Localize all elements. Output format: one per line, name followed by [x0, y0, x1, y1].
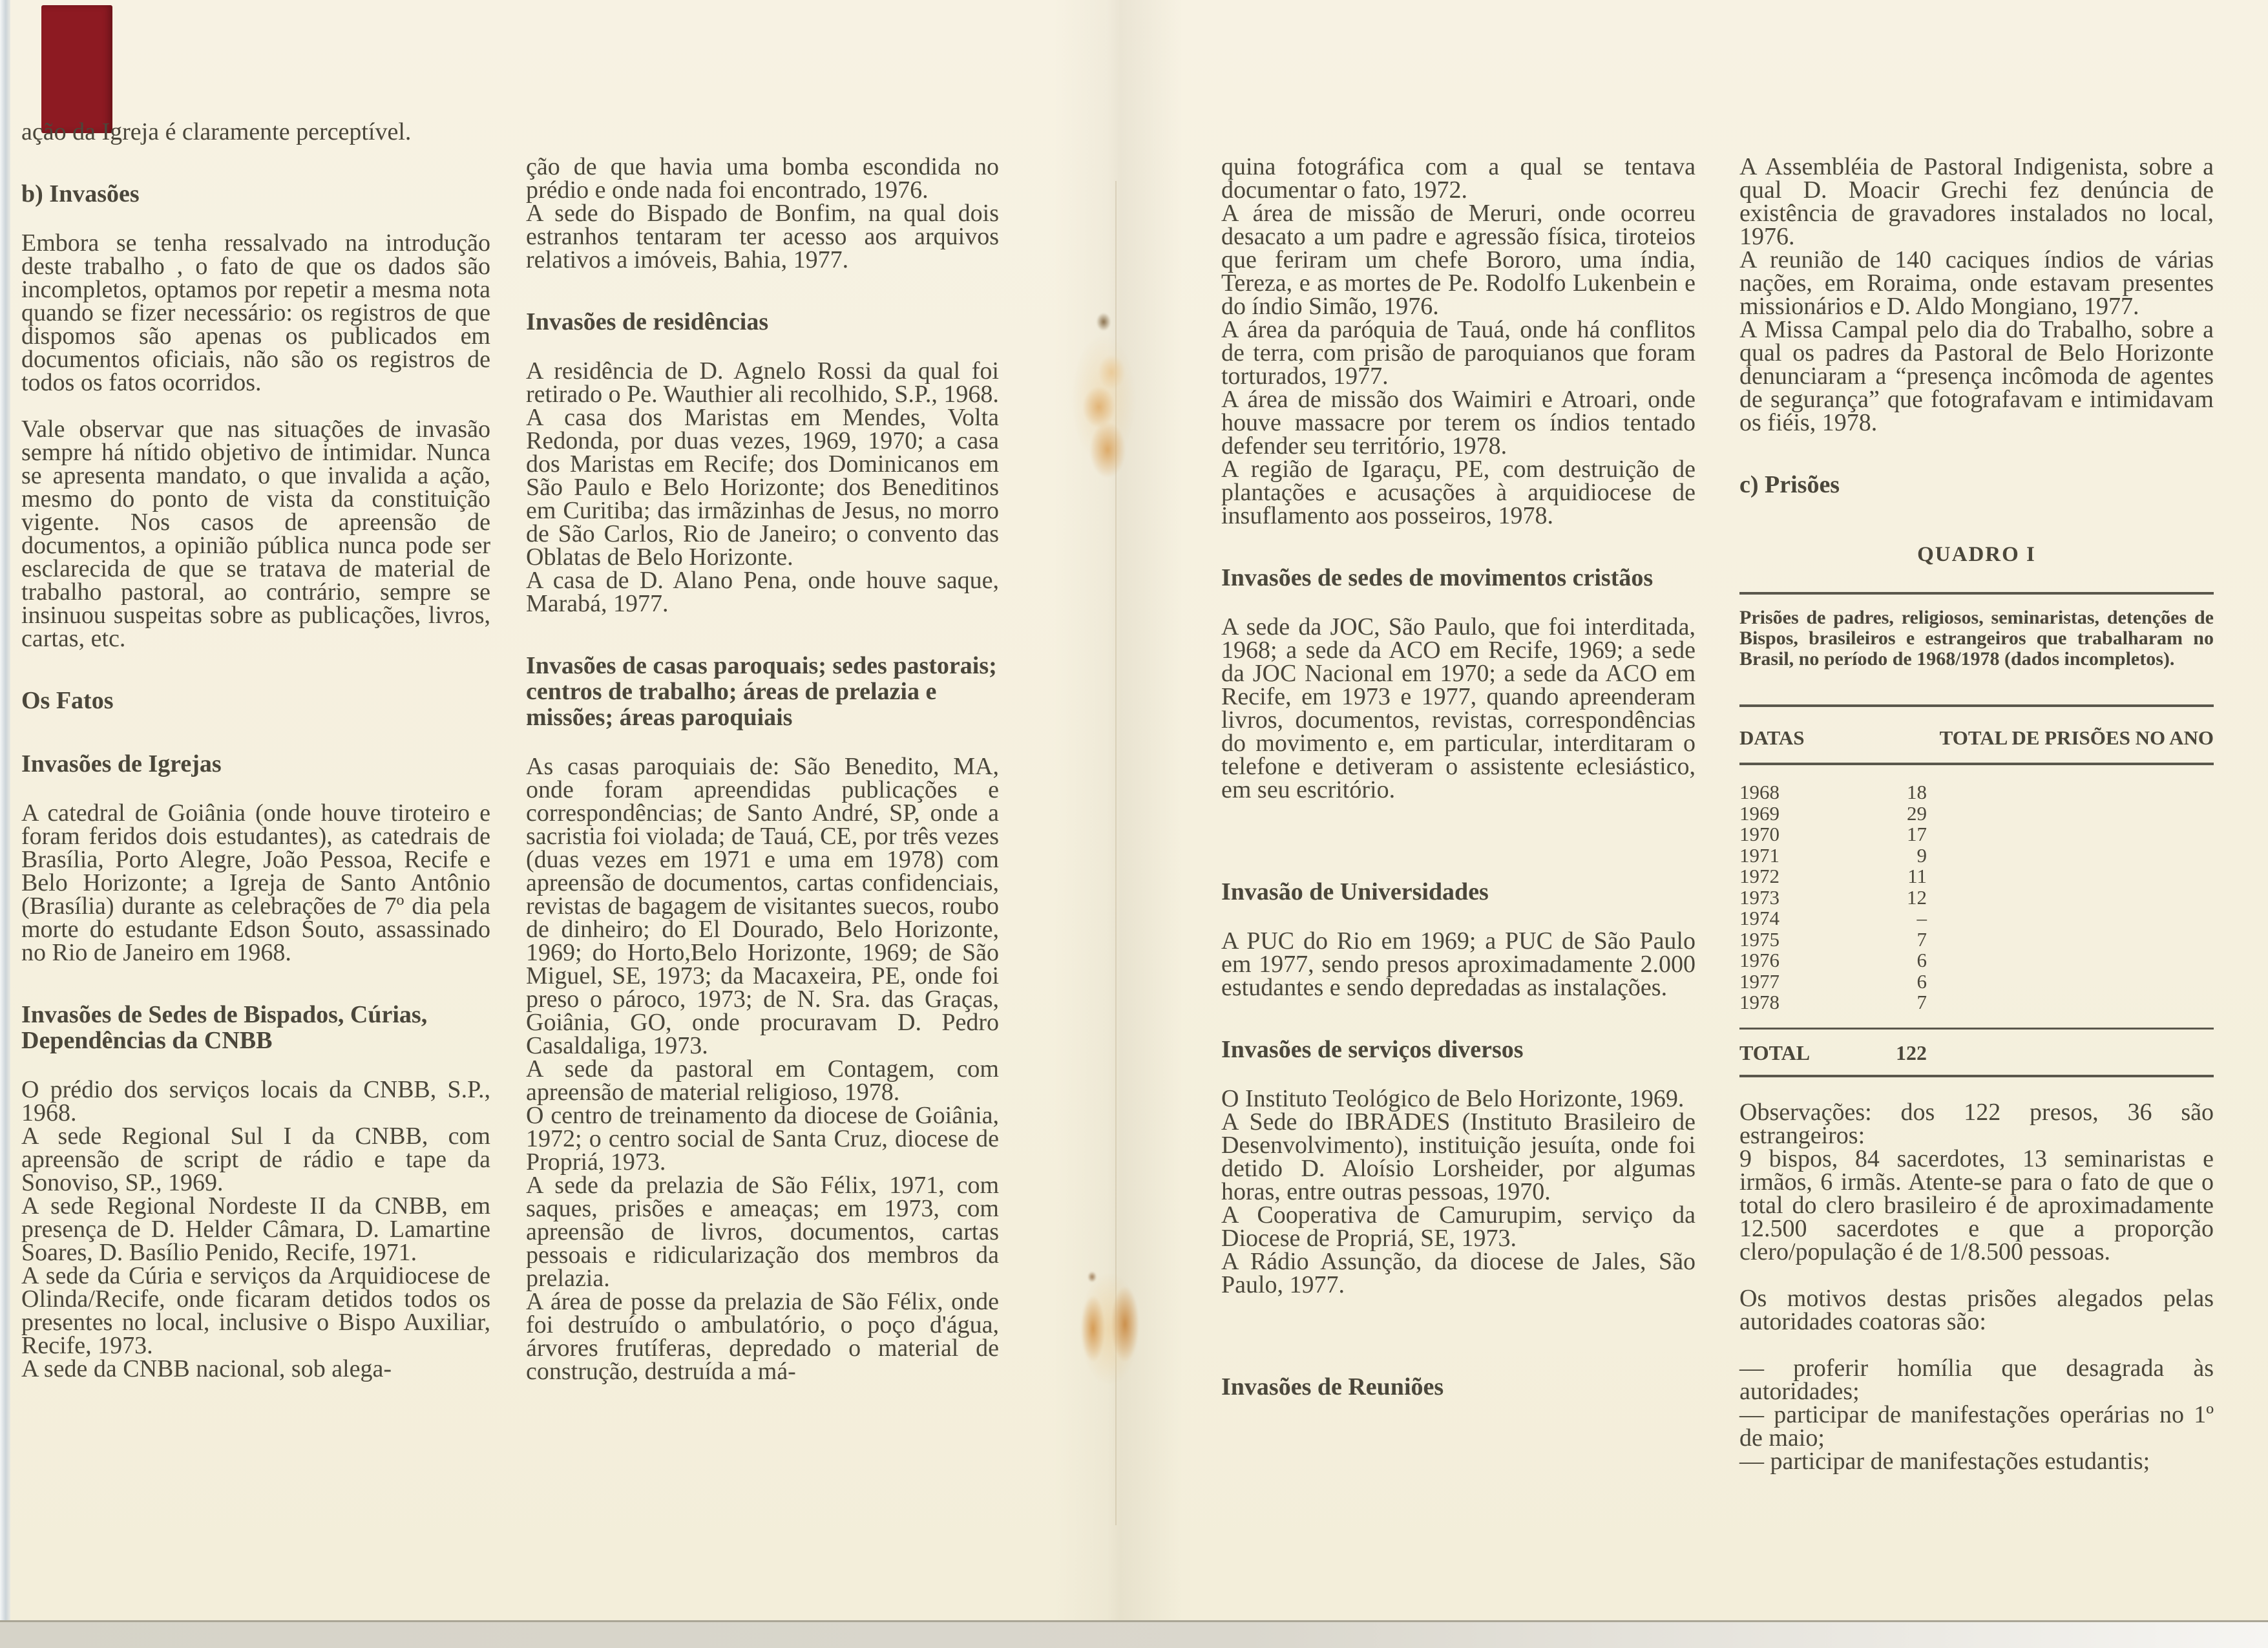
- paragraph: quina fotográfica com a qual se tentava documentar o fato, 1972.: [1221, 153, 1696, 204]
- table-row: [1739, 782, 2214, 803]
- paragraph: A região de Igaraçu, PE, com destruição de plantações e acusações à arquidiocese de insuflamento aos posseiros, 1978.: [1221, 456, 1696, 529]
- table-header-datas: DATAS: [1739, 726, 1805, 749]
- paragraph: Embora se tenha ressalvado na introdução deste trabalho , o fato de que os dados são incompletos, optamos por repetir a mesma nota quando se fizer necessário: os registros de que dispomos são apenas os publicados em documentos oficiais, não são os registros de todos os fatos ocorridos.: [21, 229, 490, 396]
- table-row: [1739, 908, 2214, 929]
- table-cell-value: 11: [1907, 865, 1927, 887]
- stain-artifact-bottom: [1066, 1252, 1153, 1405]
- table-caption: Prisões de padres, religiosos, seminaristas, detenções de Bispos, brasileiros e estrangeiros que trabalharam no Brasil, no período de 1968/1978 (dados incompletos).: [1739, 607, 2214, 670]
- text-column-2: [526, 155, 999, 1383]
- paragraph: A área de missão dos Waimiri e Atroari, onde houve massacre por terem os índios tentado defender seu território, 1978.: [1221, 386, 1696, 460]
- table-cell-value: 7: [1916, 927, 1927, 951]
- table-cell-year: 1970: [1739, 823, 1780, 845]
- paragraph: — participar de manifestações operárias no 1º de maio;: [1739, 1400, 2214, 1452]
- paragraph: A PUC do Rio em 1969; a PUC de São Paulo em 1977, sendo presos aproximadamente 2.000 estudantes e sendo depredadas as instalações.: [1221, 927, 1696, 1001]
- paragraph: A sede Regional Sul I da CNBB, com apreensão de script de rádio e tape da Sonoviso, SP., 1969.: [21, 1123, 490, 1196]
- paragraph: A área de missão de Meruri, onde ocorreu desacato a um padre e agressão física, tiroteios que feriram um chefe Bororo, uma índia, Tereza, e as mortes de Pe. Rodolfo Lukenbein e do índio Simão, 1976.: [1221, 200, 1696, 320]
- table-row: [1739, 803, 2214, 825]
- paragraph: Observações: dos 122 presos, 36 são estrangeiros:: [1739, 1098, 2214, 1149]
- paragraph: A Rádio Assunção, da diocese de Jales, São Paulo, 1977.: [1221, 1248, 1696, 1298]
- red-mark-artifact: [41, 5, 112, 133]
- stain-artifact-top: [1064, 302, 1144, 496]
- table-cell-year: 1977: [1739, 969, 1780, 993]
- paragraph: — proferir homília que desagrada às autoridades;: [1739, 1354, 2214, 1405]
- section-heading: Invasões de residências: [526, 308, 769, 335]
- page-left-edge: [0, 0, 10, 1648]
- text-column-4: [1739, 155, 2214, 1473]
- table-row: [1739, 866, 2214, 887]
- paragraph: A casa de D. Alano Pena, onde houve saque, Marabá, 1977.: [526, 567, 999, 617]
- paragraph: A sede da JOC, São Paulo, que foi interditada, 1968; a sede da ACO em Recife, 1969; a sede da JOC Nacional em 1970; a sede da ACO em Recife, em 1973 e 1977, quando apreenderam livros, documentos, revistas, correspondências do movimento e, em particular, interditaram o telefone e detiveram o assistente eclesiástico, em seu escritório.: [1221, 613, 1696, 803]
- text-column-3: [1221, 155, 1696, 1424]
- table-row: [1739, 824, 2214, 845]
- text-column-1: [21, 120, 490, 1380]
- section-heading: c) Prisões: [1739, 471, 1840, 498]
- table-quadro-i: [1739, 543, 2214, 1077]
- table-cell-year: 1969: [1739, 801, 1780, 825]
- table-total-label: TOTAL: [1739, 1041, 1811, 1064]
- table-cell-year: 1978: [1739, 991, 1780, 1013]
- section-heading: Invasões de Reuniões: [1221, 1373, 1444, 1400]
- paragraph: ação da Igreja é claramente perceptível.: [21, 118, 412, 145]
- table-title: QUADRO I: [1917, 543, 2036, 566]
- table-cell-value: 7: [1916, 991, 1927, 1013]
- paragraph: A Cooperativa de Camurupim, serviço da Diocese de Propriá, SE, 1973.: [1221, 1201, 1696, 1252]
- section-heading: Invasão de Universidades: [1221, 878, 1489, 905]
- paragraph: ção de que havia uma bomba escondida no prédio e onde nada foi encontrado, 1976.: [526, 153, 999, 204]
- table-cell-year: 1975: [1739, 927, 1780, 951]
- paragraph: A Assembléia de Pastoral Indigenista, sobre a qual D. Moacir Grechi fez denúncia de existência de gravadores instalados no local, 1976.: [1739, 153, 2214, 250]
- paragraph: O centro de treinamento da diocese de Goiânia, 1972; o centro social de Santa Cruz, diocese de Propriá, 1973.: [526, 1102, 999, 1176]
- table-cell-year: 1971: [1739, 843, 1780, 867]
- paragraph: A sede do Bispado de Bonfim, na qual dois estranhos tentaram ter acesso aos arquivos relativos a imóveis, Bahia, 1977.: [526, 200, 999, 273]
- paragraph: 9 bispos, 84 sacerdotes, 13 seminaristas e irmãos, 6 irmãs. Atente-se para o fato de que o total do clero brasileiro é de aproximadamente 12.500 sacerdotes e que a proporção clero/população é de 1/8.500 pessoas.: [1739, 1145, 2214, 1265]
- table-cell-year: 1974: [1739, 907, 1780, 929]
- table-cell-value: 18: [1907, 781, 1927, 803]
- table-cell-value: 12: [1907, 885, 1927, 909]
- table-row: [1739, 971, 2214, 993]
- table-cell-year: 1972: [1739, 865, 1780, 887]
- paragraph: A Missa Campal pelo dia do Trabalho, sobre a qual os padres da Pastoral de Belo Horizonte denunciaram a “presença incômoda de agentes de segurança” que fotografavam e intimidavam os fiéis, 1978.: [1739, 316, 2214, 436]
- paragraph: A sede da pastoral em Contagem, com apreensão de material religioso, 1978.: [526, 1055, 999, 1106]
- table-row: [1739, 887, 2214, 909]
- table-row: [1739, 929, 2214, 951]
- paragraph: Os motivos destas prisões alegados pelas autoridades coatoras são:: [1739, 1284, 2214, 1335]
- table-cell-value: 29: [1907, 801, 1927, 825]
- paragraph: A área da paróquia de Tauá, onde há conflitos de terra, com prisão de paroquianos que foram torturados, 1977.: [1221, 316, 1696, 390]
- section-heading: Os Fatos: [21, 687, 114, 714]
- paragraph: As casas paroquiais de: São Benedito, MA, onde foram apreendidas publicações e correspondências; de Santo André, SP, onde a sacristia foi violada; de Tauá, CE, por três vezes (duas vezes em 1971 e uma em 1978) com apreensão de documentos, cartas confidenciais, revistas de bagagem de visitantes suecos, roubo de dinheiro; do El Dourado, Belo Horizonte, 1969; do Horto,Belo Horizonte, 1969; de São Miguel, SE, 1973; da Macaxeira, PE, onde foi preso o pároco, 1973; de N. Sra. das Graças, Goiânia, GO, onde procuravam D. Pedro Casaldaliga, 1973.: [526, 753, 999, 1059]
- table-cell-value: –: [1916, 907, 1927, 929]
- paragraph: A casa dos Maristas em Mendes, Volta Redonda, por duas vezes, 1969, 1970; a casa dos Maristas em Recife; dos Dominicanos em São Paulo e Belo Horizonte; dos Beneditinos em Curitiba; das irmãzinhas de Jesus, no morro de São Carlos, Rio de Janeiro; o convento das Oblatas de Belo Horizonte.: [526, 404, 999, 571]
- section-heading: Invasões de serviços diversos: [1221, 1036, 1524, 1063]
- paragraph: A sede Regional Nordeste II da CNBB, em presença de D. Helder Câmara, D. Lamartine Soares, D. Basílio Penido, Recife, 1971.: [21, 1192, 490, 1266]
- page-bottom-edge: [0, 1620, 2268, 1648]
- paragraph: A sede da Cúria e serviços da Arquidiocese de Olinda/Recife, onde ficaram detidos todos os presentes no local, inclusive o Bispo Auxiliar, Recife, 1973.: [21, 1262, 490, 1359]
- paragraph: A sede da prelazia de São Félix, 1971, com saques, prisões e ameaças; em 1973, com apreensão de livros, documentos, cartas pessoais e ridicularização dos membros da prelazia.: [526, 1172, 999, 1292]
- section-heading: Invasões de Sedes de Bispados, Cúrias, Dependências da CNBB: [21, 1001, 428, 1054]
- table-total-row: [1739, 1030, 2214, 1075]
- table-cell-value: 6: [1916, 969, 1927, 993]
- section-heading: Invasões de sedes de movimentos cristãos: [1221, 564, 1654, 591]
- table-cell-value: 6: [1916, 949, 1927, 971]
- section-heading: b) Invasões: [21, 180, 140, 207]
- table-header-total-prisoes: TOTAL DE PRISÕES NO ANO: [1939, 726, 2214, 749]
- paragraph: A catedral de Goiânia (onde houve tiroteiro e foram feridos dois estudantes), as catedrais de Brasília, Porto Alegre, João Pessoa, Recife e Belo Horizonte; a Igreja de Santo Antônio (Brasília) durante as celebrações de 7º dia pela morte do estudante Edson Souto, assassinado no Rio de Janeiro em 1968.: [21, 799, 490, 966]
- paragraph: A residência de D. Agnelo Rossi da qual foi retirado o Pe. Wauthier ali recolhido, S.P., 1968.: [526, 357, 999, 408]
- paragraph: A sede da CNBB nacional, sob alega-: [21, 1355, 392, 1382]
- table-cell-value: 17: [1907, 823, 1927, 845]
- table-row: [1739, 950, 2214, 971]
- table-cell-year: 1973: [1739, 885, 1780, 909]
- table-rule: [1739, 1075, 2214, 1077]
- paragraph: — participar de manifestações estudantis;: [1739, 1447, 2150, 1475]
- table-row: [1739, 845, 2214, 867]
- table-cell-year: 1976: [1739, 949, 1780, 971]
- table-total-value: 122: [1896, 1041, 1927, 1064]
- paragraph: A Sede do IBRADES (Instituto Brasileiro de Desenvolvimento), instituição jesuíta, onde foi detido D. Aloísio Lorsheider, por algumas horas, entre outras pessoas, 1970.: [1221, 1108, 1696, 1205]
- paragraph: A reunião de 140 caciques índios de várias nações, em Roraima, onde estavam presentes missionários e D. Aldo Mongiano, 1977.: [1739, 246, 2214, 320]
- table-cell-value: 9: [1916, 843, 1927, 867]
- section-heading: Invasões de casas paroquais; sedes pastorais; centros de trabalho; áreas de prelazia e missões; áreas paroquiais: [526, 652, 997, 731]
- section-heading: Invasões de Igrejas: [21, 750, 222, 777]
- paragraph: Vale observar que nas situações de invasão sempre há nítido objetivo de intimidar. Nunca se apresenta mandato, o que invalida a ação, mesmo do ponto de vista da constituição vigente. Nos casos de apreensão de documentos, a opinião pública nunca pode ser esclarecida de que se tratava de material de trabalho pastoral, ao contrário, sempre se insinuou suspeitas sobre as publicações, livros, cartas, etc.: [21, 416, 490, 652]
- table-header-row: [1739, 707, 2214, 763]
- table-row: [1739, 992, 2214, 1013]
- table-cell-year: 1968: [1739, 781, 1780, 803]
- table-rows: [1739, 765, 2214, 1028]
- paragraph: O Instituto Teológico de Belo Horizonte, 1969.: [1221, 1085, 1685, 1112]
- paragraph: O prédio dos serviços locais da CNBB, S.P., 1968.: [21, 1076, 490, 1126]
- paragraph: A área de posse da prelazia de São Félix, onde foi destruído o ambulatório, o poço d'água, árvores frutíferas, depredado o material de construção, destruída a má-: [526, 1288, 999, 1385]
